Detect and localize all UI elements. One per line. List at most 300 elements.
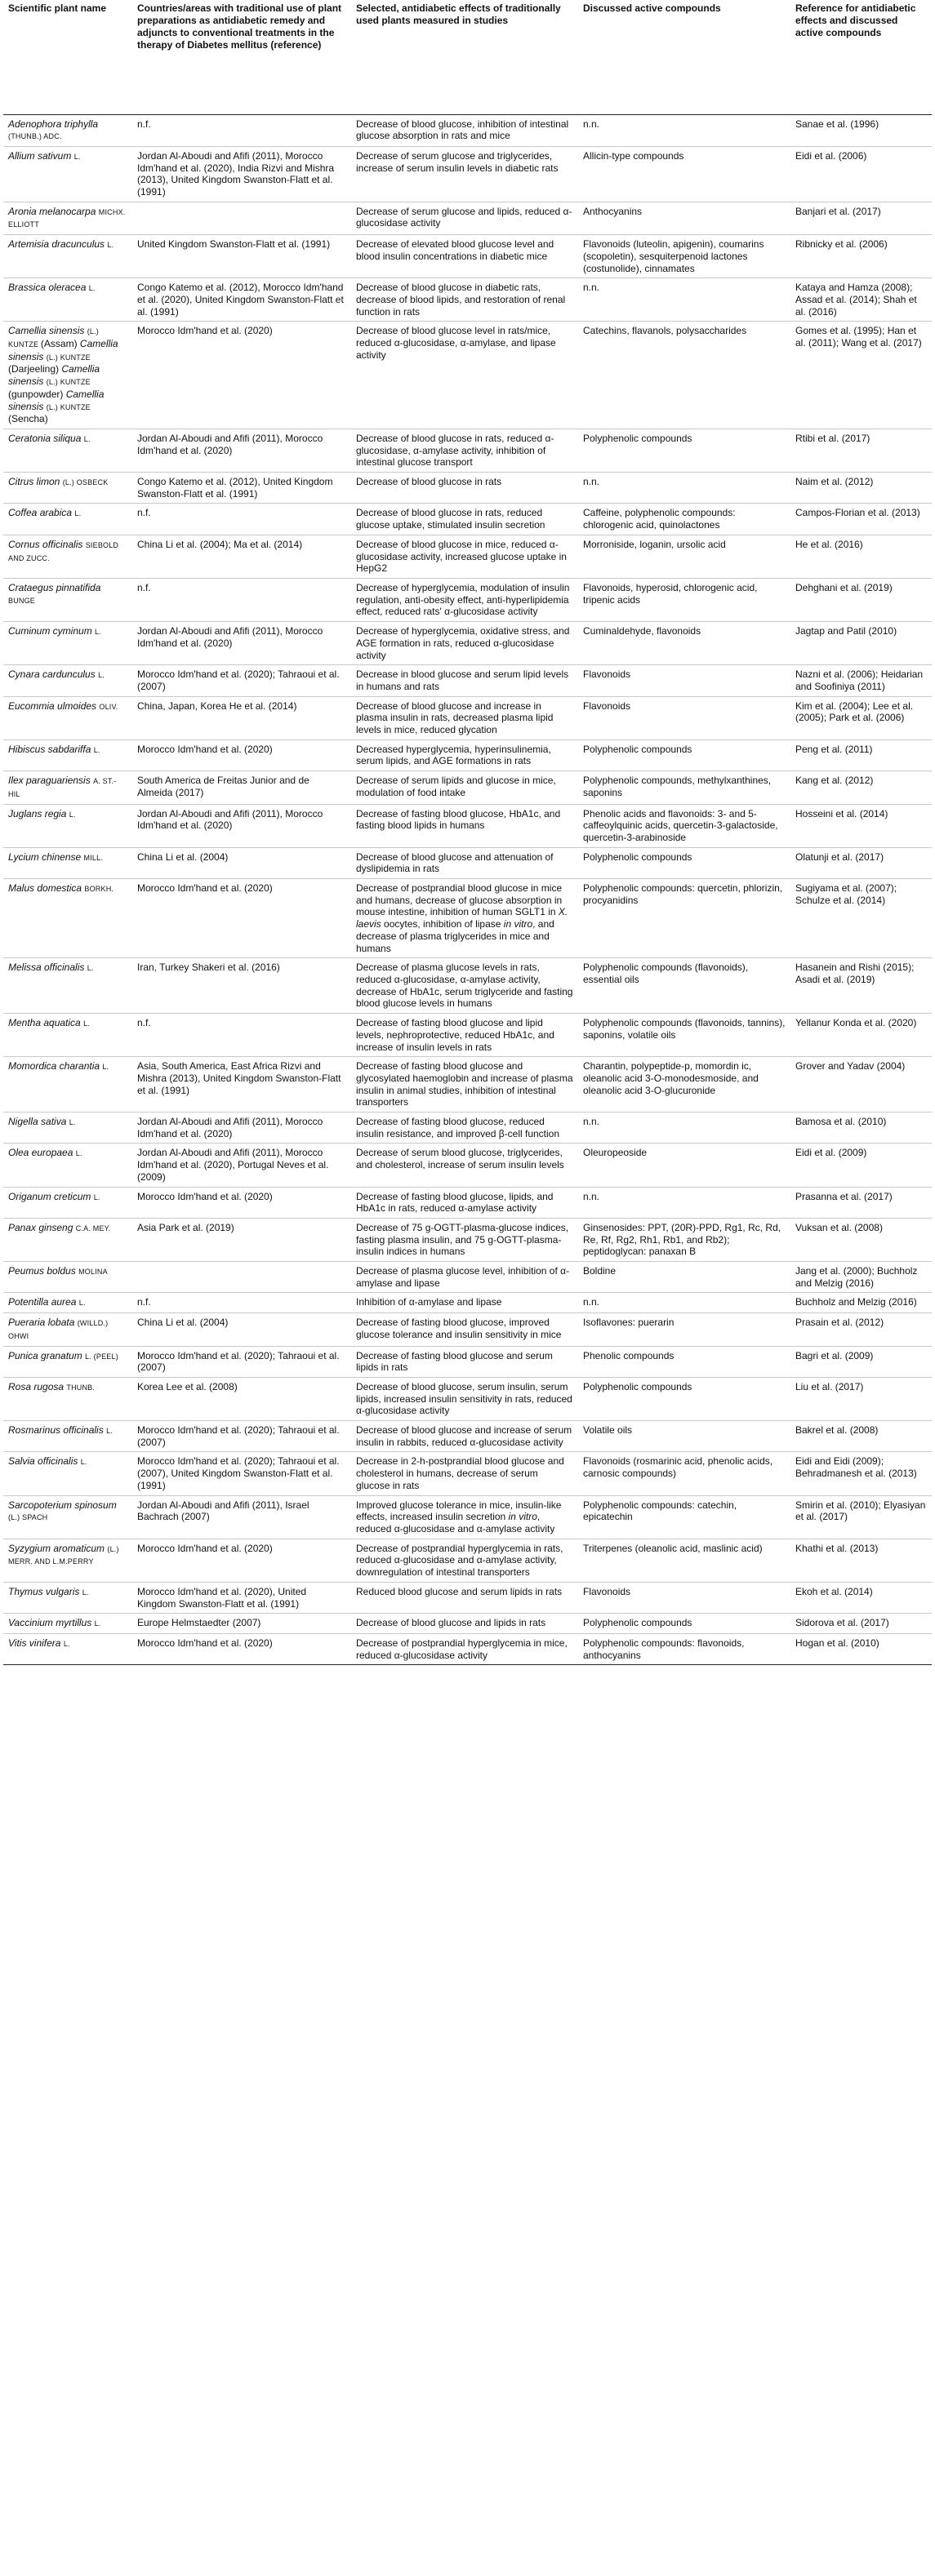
table-row [3, 1633, 932, 1664]
species-name: Allium sativum [8, 149, 72, 162]
table-row [3, 1421, 932, 1452]
cell-active-compounds: Polyphenolic compounds: flavonoids, anthocyanins [578, 1633, 790, 1664]
species-authority: L. [106, 1427, 113, 1436]
cell-active-compounds: n.n. [578, 114, 790, 146]
cell-active-compounds: Triterpenes (oleanolic acid, maslinic acid) [578, 1539, 790, 1582]
species-name: Juglans regia [8, 807, 67, 819]
cell-scientific-name [3, 1014, 132, 1057]
species-authority: L. [78, 1299, 86, 1308]
table-row [3, 579, 932, 622]
cell-active-compounds: Flavonoids (rosmarinic acid, phenolic acids, carnosic compounds) [578, 1452, 790, 1495]
cell-antidiabetic-effects: Improved glucose tolerance in mice, insulin-like effects, increased insulin secretion in vitro, reduced α-glucosidase and α-amylase activity [351, 1495, 578, 1539]
cell-scientific-name [3, 958, 132, 1014]
cell-scientific-name [3, 696, 132, 739]
cell-reference: Nazni et al. (2006); Heidarian and Soofiniya (2011) [790, 665, 932, 696]
cell-reference: Jang et al. (2000); Buchholz and Melzig (2016) [790, 1262, 932, 1293]
header-countries-use: Countries/areas with traditional use of plant preparations as antidiabetic remedy and adjuncts to conventional treatments in the therapy of Diabetes mellitus (reference) [132, 0, 351, 114]
species-authority: THUNB. [66, 1383, 96, 1392]
cell-antidiabetic-effects: Decrease of blood glucose in rats, reduced glucose uptake, stimulated insulin secretion [351, 504, 578, 535]
cell-scientific-name [3, 1452, 132, 1495]
table-row [3, 1377, 932, 1420]
species-authority: L. [69, 810, 76, 819]
cell-traditional-use: n.f. [132, 114, 351, 146]
cell-reference: Peng et al. (2011) [790, 739, 932, 771]
cell-traditional-use: China Li et al. (2004) [132, 847, 351, 878]
cell-active-compounds: Polyphenolic compounds (flavonoids, tannins), saponins, volatile oils [578, 1014, 790, 1057]
cell-active-compounds: n.n. [578, 1113, 790, 1144]
cell-scientific-name [3, 1377, 132, 1420]
cell-antidiabetic-effects: Decrease of hyperglycemia, modulation of insulin regulation, anti-obesity effect, anti-hyperlipidemia effect, reduced rats' α-glucosidase activity [351, 579, 578, 622]
cell-reference: Sidorova et al. (2017) [790, 1614, 932, 1634]
header-effects: Selected, antidiabetic effects of traditionally used plants measured in studies [351, 0, 578, 114]
species-name: Pueraria lobata [8, 1317, 75, 1329]
cell-traditional-use: Jordan Al-Aboudi and Afifi (2011), Morocco Idm'hand et al. (2020) [132, 1113, 351, 1144]
cell-reference: Banjari et al. (2017) [790, 202, 932, 234]
cell-antidiabetic-effects: Inhibition of α-amylase and lipase [351, 1293, 578, 1313]
cell-reference: Khathi et al. (2013) [790, 1539, 932, 1582]
table-row [3, 1495, 932, 1539]
cell-antidiabetic-effects: Decrease of fasting blood glucose, HbA1c, and fasting blood lipids in humans [351, 804, 578, 847]
antidiabetic-plants-table [3, 0, 932, 1665]
species-name: Malus domestica [8, 882, 82, 895]
cell-reference: Prasanna et al. (2017) [790, 1187, 932, 1218]
cell-traditional-use: Asia Park et al. (2019) [132, 1218, 351, 1261]
cell-antidiabetic-effects: Decrease of fasting blood glucose, reduced insulin resistance, and improved β-cell function [351, 1113, 578, 1144]
cell-traditional-use: Iran, Turkey Shakeri et al. (2016) [132, 958, 351, 1014]
species-authority: L. [75, 1149, 82, 1158]
cell-traditional-use [132, 202, 351, 234]
cell-active-compounds: Catechins, flavanols, polysaccharides [578, 322, 790, 429]
cell-reference: Bagri et al. (2009) [790, 1346, 932, 1377]
cell-scientific-name [3, 235, 132, 278]
species-name: Salvia officinalis [8, 1455, 78, 1468]
table-row [3, 1057, 932, 1113]
cell-scientific-name [3, 1293, 132, 1313]
cell-traditional-use: Morocco Idm'hand et al. (2020) [132, 1633, 351, 1664]
cell-active-compounds: Volatile oils [578, 1421, 790, 1452]
species-name: Syzygium aromaticum [8, 1542, 105, 1554]
cell-reference: Campos-Florian et al. (2013) [790, 504, 932, 535]
table-row [3, 1346, 932, 1377]
cell-antidiabetic-effects: Decrease of fasting blood glucose and glycosylated haemoglobin and increase of plasma insulin in animal studies, inhibition of intestinal transporters [351, 1057, 578, 1113]
cell-traditional-use: Congo Katemo et al. (2012), United Kingdom Swanston-Flatt et al. (1991) [132, 473, 351, 504]
table-row [3, 1144, 932, 1187]
cell-active-compounds: Flavonoids [578, 1582, 790, 1613]
species-name: Melissa officinalis [8, 962, 85, 974]
cell-active-compounds: Cuminaldehyde, flavonoids [578, 622, 790, 665]
cell-reference: Kang et al. (2012) [790, 771, 932, 804]
cell-reference: Eidi and Eidi (2009); Behradmanesh et al. (2013) [790, 1452, 932, 1495]
cell-traditional-use: Europe Helmstaedter (2007) [132, 1614, 351, 1634]
species-name: Thymus vulgaris [8, 1585, 80, 1597]
cell-antidiabetic-effects: Decrease of fasting blood glucose and lipid levels, nephroprotective, reduced HbA1c, and increase of insulin levels in rats [351, 1014, 578, 1057]
species-name: Vitis vinifera [8, 1637, 61, 1649]
cell-antidiabetic-effects: Decrease of blood glucose in rats [351, 473, 578, 504]
cell-active-compounds: n.n. [578, 473, 790, 504]
cell-traditional-use: Congo Katemo et al. (2012), Morocco Idm'hand et al. (2020), United Kingdom Swanston-Flatt et al. (1991) [132, 278, 351, 322]
cell-traditional-use: United Kingdom Swanston-Flatt et al. (1991) [132, 235, 351, 278]
cell-active-compounds: Ginsenosides: PPT, (20R)-PPD, Rg1, Rc, Rd, Re, Rf, Rg2, Rh1, Rb1, and Rb2); peptidoglycan: panaxan B [578, 1218, 790, 1261]
cell-antidiabetic-effects: Decrease of fasting blood glucose, improved glucose tolerance and insulin sensitivity in mice [351, 1313, 578, 1346]
cell-scientific-name [3, 1421, 132, 1452]
cell-traditional-use: Morocco Idm'hand et al. (2020) [132, 1187, 351, 1218]
cell-active-compounds: Flavonoids (luteolin, apigenin), coumarins (scopoletin), sesquiterpenoid lactones (costunolide), cinnamates [578, 235, 790, 278]
cell-reference: Kim et al. (2004); Lee et al. (2005); Park et al. (2006) [790, 696, 932, 739]
cell-scientific-name [3, 1144, 132, 1187]
cell-traditional-use: Morocco Idm'hand et al. (2020), United Kingdom Swanston-Flatt et al. (1991) [132, 1582, 351, 1613]
species-name: Sarcopoterium spinosum [8, 1499, 117, 1511]
species-authority: OLIV. [99, 702, 118, 711]
cell-scientific-name [3, 535, 132, 578]
cultivar-label: (Assam) [40, 338, 78, 350]
cell-traditional-use: n.f. [132, 1293, 351, 1313]
table-row [3, 278, 932, 322]
species-authority: (L.) KUNTZE [46, 353, 91, 362]
cell-active-compounds: Anthocyanins [578, 202, 790, 234]
species-authority: (L.) KUNTZE [46, 402, 91, 411]
species-authority: (L.) OSBECK [62, 478, 109, 487]
cell-reference: Sanae et al. (1996) [790, 114, 932, 146]
cell-traditional-use: Jordan Al-Aboudi and Afifi (2011), Morocco Idm'hand et al. (2020), Portugal Neves et al. (2009) [132, 1144, 351, 1187]
cell-scientific-name [3, 1539, 132, 1582]
species-name: Aronia melanocarpa [8, 205, 96, 217]
species-name: Camellia sinensis [8, 338, 118, 362]
table-row [3, 847, 932, 878]
cell-traditional-use: Morocco Idm'hand et al. (2020) [132, 879, 351, 958]
cell-antidiabetic-effects: Decrease of blood glucose and lipids in rats [351, 1614, 578, 1634]
table-row [3, 1582, 932, 1613]
table-row [3, 504, 932, 535]
cell-antidiabetic-effects: Decrease of blood glucose in rats, reduced α-glucosidase, α-amylase activity, inhibition of intestinal glucose transport [351, 429, 578, 472]
cell-scientific-name [3, 804, 132, 847]
table-row [3, 804, 932, 847]
species-authority: L. [83, 434, 91, 443]
species-name: Ceratonia siliqua [8, 432, 82, 444]
species-authority: C.A. MEY. [75, 1224, 111, 1232]
cell-reference: Dehghani et al. (2019) [790, 579, 932, 622]
cell-scientific-name [3, 1262, 132, 1293]
table-row [3, 1614, 932, 1634]
species-authority: L. [63, 1639, 70, 1648]
cell-traditional-use: Morocco Idm'hand et al. (2020); Tahraoui et al. (2007) [132, 1421, 351, 1452]
cell-scientific-name [3, 1187, 132, 1218]
header-scientific-name: Scientific plant name [3, 0, 132, 114]
species-name: Adenophora triphylla [8, 118, 99, 130]
species-authority: L. [98, 671, 105, 680]
cell-reference: Eidi et al. (2009) [790, 1144, 932, 1187]
cell-reference: Olatunji et al. (2017) [790, 847, 932, 878]
cell-traditional-use: n.f. [132, 1014, 351, 1057]
species-name: Lycium chinense [8, 851, 82, 863]
cell-antidiabetic-effects: Decrease of postprandial blood glucose in mice and humans, decrease of glucose absorption in mouse intestine, inhibition of human SGLT1 in X. laevis oocytes, inhibition of lipase in vitro, and decrease of plasma triglycerides in mice and humans [351, 879, 578, 958]
cell-reference: Yellanur Konda et al. (2020) [790, 1014, 932, 1057]
cell-active-compounds: Phenolic compounds [578, 1346, 790, 1377]
cell-antidiabetic-effects: Decreased hyperglycemia, hyperinsulinemia, serum lipids, and AGE formations in rats [351, 739, 578, 771]
cell-antidiabetic-effects: Decrease in blood glucose and serum lipid levels in humans and rats [351, 665, 578, 696]
species-authority: MOLINA [78, 1268, 108, 1277]
species-name: Brassica oleracea [8, 282, 87, 294]
cell-traditional-use: Morocco Idm'hand et al. (2020) [132, 739, 351, 771]
species-name: Olea europaea [8, 1147, 73, 1159]
table-row [3, 473, 932, 504]
table-row [3, 1452, 932, 1495]
cell-traditional-use: China Li et al. (2004) [132, 1313, 351, 1346]
cell-antidiabetic-effects: Decrease of blood glucose in diabetic rats, decrease of blood lipids, and restoration of renal function in rats [351, 278, 578, 322]
species-name: Ilex paraguariensis [8, 775, 91, 787]
cell-traditional-use: Korea Lee et al. (2008) [132, 1377, 351, 1420]
species-authority: L. (PEEL) [85, 1352, 118, 1361]
species-name: Camellia sinensis [8, 388, 105, 412]
species-name: Cornus officinalis [8, 538, 83, 550]
cell-antidiabetic-effects: Decrease of fasting blood glucose, lipids, and HbA1c in rats, reduced α-amylase activity [351, 1187, 578, 1218]
cell-traditional-use: Jordan Al-Aboudi and Afifi (2011), Morocco Idm'hand et al. (2020) [132, 622, 351, 665]
cell-reference: Smirin et al. (2010); Elyasiyan et al. (2017) [790, 1495, 932, 1539]
cell-traditional-use: Morocco Idm'hand et al. (2020); Tahraoui et al. (2007) [132, 1346, 351, 1377]
species-name: Camellia sinensis [8, 325, 87, 337]
cell-scientific-name [3, 1633, 132, 1664]
cell-reference: Bamosa et al. (2010) [790, 1113, 932, 1144]
cell-antidiabetic-effects: Decrease of blood glucose level in rats/mice, reduced α-glucosidase, α-amylase, and lipase activity [351, 322, 578, 429]
cell-reference: Kataya and Hamza (2008); Assad et al. (2014); Shah et al. (2016) [790, 278, 932, 322]
cell-scientific-name [3, 879, 132, 958]
cell-scientific-name [3, 1346, 132, 1377]
species-name: Potentilla aurea [8, 1296, 77, 1308]
cell-scientific-name [3, 202, 132, 234]
cell-active-compounds: Isoflavones: puerarin [578, 1313, 790, 1346]
species-authority: L. [87, 964, 94, 973]
cell-scientific-name [3, 1057, 132, 1113]
species-name: Panax ginseng [8, 1221, 73, 1233]
cell-traditional-use: n.f. [132, 579, 351, 622]
cell-reference: Liu et al. (2017) [790, 1377, 932, 1420]
cell-active-compounds: Polyphenolic compounds, methylxanthines, saponins [578, 771, 790, 804]
header-reference: Reference for antidiabetic effects and discussed active compounds [790, 0, 932, 114]
cell-active-compounds: Phenolic acids and flavonoids: 3- and 5-caffeoylquinic acids, quercetin-3-galactoside, quercetin-3-arabinoside [578, 804, 790, 847]
cell-scientific-name [3, 739, 132, 771]
species-name: Mentha aquatica [8, 1017, 81, 1029]
cell-scientific-name [3, 322, 132, 429]
species-authority: L. [102, 1063, 109, 1072]
table-row [3, 322, 932, 429]
species-authority: L. [83, 1019, 90, 1028]
cell-antidiabetic-effects: Decrease of serum glucose and triglycerides, increase of serum insulin levels in diabetic rats [351, 146, 578, 202]
species-authority: MILL. [83, 853, 104, 862]
species-name: Momordica charantia [8, 1060, 100, 1073]
species-name: Cynara cardunculus [8, 668, 96, 681]
cell-scientific-name [3, 622, 132, 665]
cell-scientific-name [3, 847, 132, 878]
cell-active-compounds: Polyphenolic compounds (flavonoids), essential oils [578, 958, 790, 1014]
cell-traditional-use [132, 1262, 351, 1293]
table-row [3, 429, 932, 472]
cell-active-compounds: Polyphenolic compounds [578, 429, 790, 472]
cell-reference: Eidi et al. (2006) [790, 146, 932, 202]
table-row [3, 202, 932, 234]
cultivar-label: (gunpowder) [8, 388, 64, 400]
cultivar-label: (Darjeeling) [8, 363, 60, 375]
table-row [3, 1218, 932, 1261]
cell-reference: He et al. (2016) [790, 535, 932, 578]
table-row [3, 958, 932, 1014]
species-name: Rosa rugosa [8, 1380, 65, 1392]
cell-active-compounds: Polyphenolic compounds: catechin, epicatechin [578, 1495, 790, 1539]
cell-scientific-name [3, 1313, 132, 1346]
cell-scientific-name [3, 278, 132, 322]
cell-active-compounds: Polyphenolic compounds: quercetin, phlorizin, procyanidins [578, 879, 790, 958]
cell-active-compounds: Flavonoids, hyperosid, chlorogenic acid, tripenic acids [578, 579, 790, 622]
cell-scientific-name [3, 429, 132, 472]
cell-antidiabetic-effects: Decrease of blood glucose, serum insulin, serum lipids, increased insulin sensitivity in rats, reduced α-glucosidase activity [351, 1377, 578, 1420]
cell-scientific-name [3, 504, 132, 535]
cell-scientific-name [3, 114, 132, 146]
species-authority: BUNGE [8, 596, 36, 605]
species-name: Citrus limon [8, 476, 60, 488]
cell-traditional-use: Jordan Al-Aboudi and Afifi (2011), Israel Bachrach (2007) [132, 1495, 351, 1539]
cell-antidiabetic-effects: Decrease of blood glucose and increase of serum insulin in rabbits, reduced α-glucosidase activity [351, 1421, 578, 1452]
cell-traditional-use: Morocco Idm'hand et al. (2020); Tahraoui et al. (2007) [132, 665, 351, 696]
species-authority: L. [74, 509, 82, 518]
cell-traditional-use: South America de Freitas Junior and de Almeida (2017) [132, 771, 351, 804]
cell-scientific-name [3, 1218, 132, 1261]
species-authority: L. [94, 1619, 101, 1628]
header-row [3, 0, 932, 114]
table-row [3, 1113, 932, 1144]
table-row [3, 739, 932, 771]
table-row [3, 696, 932, 739]
cell-traditional-use: Asia, South America, East Africa Rizvi and Mishra (2013), United Kingdom Swanston-Flatt et al. (1991) [132, 1057, 351, 1113]
species-name: Peumus boldus [8, 1265, 76, 1277]
cell-reference: Hasanein and Rishi (2015); Asadi et al. (2019) [790, 958, 932, 1014]
cell-antidiabetic-effects: Decrease of postprandial hyperglycemia in mice, reduced α-glucosidase activity [351, 1633, 578, 1664]
cell-scientific-name [3, 1113, 132, 1144]
table-row [3, 879, 932, 958]
species-authority: BORKH. [84, 885, 114, 894]
table-row [3, 1293, 932, 1313]
cell-antidiabetic-effects: Decrease of plasma glucose levels in rats, reduced α-glucosidase, α-amylase activity, decrease of HbA1c, serum triglyceride and fasting blood glucose levels in humans [351, 958, 578, 1014]
species-name: Crataegus pinnatifida [8, 582, 101, 593]
species-authority: A. ST.-HIL [8, 777, 117, 798]
table-row [3, 1187, 932, 1218]
table-row [3, 771, 932, 804]
cell-reference: Naim et al. (2012) [790, 473, 932, 504]
cell-reference: Gomes et al. (1995); Han et al. (2011); Wang et al. (2017) [790, 322, 932, 429]
cell-scientific-name [3, 1495, 132, 1539]
species-authority: SIEBOLD AND ZUCC. [8, 540, 119, 562]
cell-reference: Hogan et al. (2010) [790, 1633, 932, 1664]
species-authority: (L.) KUNTZE [8, 327, 100, 349]
cell-active-compounds: Charantin, polypeptide-p, momordin ic, oleanolic acid 3-O-monodesmoside, and oleanolic acid 3-O-glucuronide [578, 1057, 790, 1113]
species-authority: (WILLD.) OHWI [8, 1319, 109, 1340]
table-header [3, 0, 932, 114]
table-row [3, 1539, 932, 1582]
cell-active-compounds: Polyphenolic compounds [578, 847, 790, 878]
cell-reference: Bakrel et al. (2008) [790, 1421, 932, 1452]
cell-reference: Prasain et al. (2012) [790, 1313, 932, 1346]
cell-scientific-name [3, 146, 132, 202]
cell-scientific-name [3, 1582, 132, 1613]
species-authority: (L.) MERR. AND L.M.PERRY [8, 1544, 119, 1566]
cell-reference: Ekoh et al. (2014) [790, 1582, 932, 1613]
species-name: Nigella sativa [8, 1116, 67, 1128]
species-authority: L. [107, 241, 114, 250]
cell-active-compounds: Allicin-type compounds [578, 146, 790, 202]
table-body [3, 114, 932, 1665]
cell-active-compounds: Flavonoids [578, 665, 790, 696]
species-authority: L. [80, 1458, 87, 1467]
table-row [3, 146, 932, 202]
cell-traditional-use: China, Japan, Korea He et al. (2014) [132, 696, 351, 739]
cell-antidiabetic-effects: Decrease in 2-h-postprandial blood glucose and cholesterol in humans, decrease of serum glucose in rats [351, 1452, 578, 1495]
species-name: Vaccinium myrtillus [8, 1617, 92, 1629]
cell-traditional-use: Jordan Al-Aboudi and Afifi (2011), Morocco Idm'hand et al. (2020) [132, 804, 351, 847]
species-authority: MICHX. ELLIOTT [8, 207, 126, 229]
cell-active-compounds: Morroniside, loganin, ursolic acid [578, 535, 790, 578]
cell-reference: Grover and Yadav (2004) [790, 1057, 932, 1113]
cell-traditional-use: China Li et al. (2004); Ma et al. (2014) [132, 535, 351, 578]
cell-reference: Buchholz and Melzig (2016) [790, 1293, 932, 1313]
cell-scientific-name [3, 473, 132, 504]
species-authority: L. [93, 1193, 100, 1201]
cell-traditional-use: Jordan Al-Aboudi and Afifi (2011), Morocco Idm'hand et al. (2020), India Rizvi and Mishra (2013), United Kingdom Swanston-Flatt et al. (1991) [132, 146, 351, 202]
cell-antidiabetic-effects: Decrease of fasting blood glucose and serum lipids in rats [351, 1346, 578, 1377]
cell-active-compounds: n.n. [578, 1187, 790, 1218]
cell-active-compounds: n.n. [578, 278, 790, 322]
cell-antidiabetic-effects: Decrease of hyperglycemia, oxidative stress, and AGE formation in rats, reduced α-glucosidase activity [351, 622, 578, 665]
species-authority: L. [88, 284, 96, 293]
cell-antidiabetic-effects: Decrease of postprandial hyperglycemia in rats, reduced α-glucosidase and α-amylase activity, downregulation of intestinal transporters [351, 1539, 578, 1582]
cell-antidiabetic-effects: Decrease of plasma glucose level, inhibition of α-amylase and lipase [351, 1262, 578, 1293]
cell-scientific-name [3, 1614, 132, 1634]
cell-active-compounds: Polyphenolic compounds [578, 739, 790, 771]
species-authority: L. [82, 1588, 89, 1597]
cell-antidiabetic-effects: Decrease of elevated blood glucose level and blood insulin concentrations in diabetic mice [351, 235, 578, 278]
table-row [3, 1262, 932, 1293]
table-row [3, 235, 932, 278]
table-row [3, 1313, 932, 1346]
cell-traditional-use: Morocco Idm'hand et al. (2020); Tahraoui et al. (2007), United Kingdom Swanston-Flatt et al. (1991) [132, 1452, 351, 1495]
cell-active-compounds: Oleuropeoside [578, 1144, 790, 1187]
cell-active-compounds: Polyphenolic compounds [578, 1377, 790, 1420]
species-name: Artemisia dracunculus [8, 238, 105, 251]
table-row [3, 114, 932, 146]
cultivar-label: (Sencha) [8, 413, 48, 425]
table-row [3, 1014, 932, 1057]
cell-traditional-use: n.f. [132, 504, 351, 535]
cell-active-compounds: n.n. [578, 1293, 790, 1313]
cell-antidiabetic-effects: Decrease of blood glucose, inhibition of intestinal glucose absorption in rats and mice [351, 114, 578, 146]
cell-reference: Ribnicky et al. (2006) [790, 235, 932, 278]
cell-active-compounds: Polyphenolic compounds [578, 1614, 790, 1634]
cell-traditional-use: Jordan Al-Aboudi and Afifi (2011), Morocco Idm'hand et al. (2020) [132, 429, 351, 472]
species-authority: L. [69, 1118, 76, 1127]
cell-active-compounds: Boldine [578, 1262, 790, 1293]
cell-reference: Sugiyama et al. (2007); Schulze et al. (2014) [790, 879, 932, 958]
cell-antidiabetic-effects: Reduced blood glucose and serum lipids in rats [351, 1582, 578, 1613]
species-name: Rosmarinus officinalis [8, 1424, 104, 1437]
cell-antidiabetic-effects: Decrease of serum glucose and lipids, reduced α-glucosidase activity [351, 202, 578, 234]
cell-traditional-use: Morocco Idm'hand et al. (2020) [132, 322, 351, 429]
species-authority: (THUNB.) ADC. [8, 132, 62, 141]
table-row [3, 535, 932, 578]
species-name: Coffea arabica [8, 507, 73, 519]
cell-reference: Hosseini et al. (2014) [790, 804, 932, 847]
species-name: Punica granatum [8, 1349, 82, 1361]
species-authority: (L.) SPACH [8, 1513, 48, 1522]
cell-antidiabetic-effects: Decrease of 75 g-OGTT-plasma-glucose indices, fasting plasma insulin, and 75 g-OGTT-plasma-insulin indices in humans [351, 1218, 578, 1261]
species-name: Eucommia ulmoides [8, 700, 97, 712]
cell-reference: Rtibi et al. (2017) [790, 429, 932, 472]
species-authority: L. [73, 152, 81, 161]
